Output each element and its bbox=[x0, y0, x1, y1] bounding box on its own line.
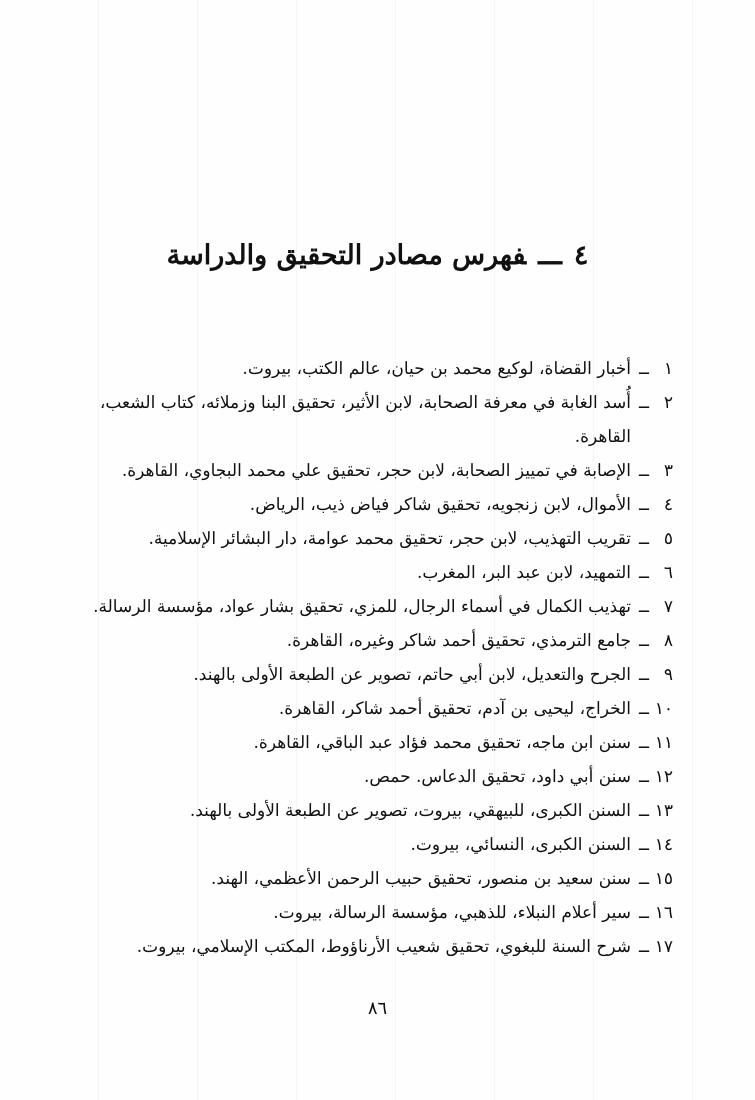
references-list bbox=[73, 352, 673, 964]
entry-dash: ــ bbox=[639, 801, 649, 821]
section-heading bbox=[0, 240, 755, 271]
entry-number: ٢ bbox=[663, 393, 673, 413]
list-item bbox=[73, 386, 673, 454]
entry-number: ٦ bbox=[663, 563, 673, 583]
list-item bbox=[73, 590, 673, 624]
list-item bbox=[73, 760, 673, 794]
entry-text: تقريب التهذيب، لابن حجر، تحقيق محمد عوامة، دار البشائر الإسلامية. bbox=[148, 529, 632, 549]
entry-number: ٣ bbox=[663, 461, 673, 481]
entry-dash: ــ bbox=[639, 563, 649, 583]
entry-text: أخبار القضاة، لوكيع محمد بن حيان، عالم الكتب، بيروت. bbox=[242, 359, 632, 379]
list-item bbox=[73, 692, 673, 726]
entry-dash: ــ bbox=[639, 529, 649, 549]
entry-text: سير أعلام النبلاء، للذهبي، مؤسسة الرسالة، بيروت. bbox=[273, 903, 632, 923]
entry-text: شرح السنة للبغوي، تحقيق شعيب الأرناؤوط، المكتب الإسلامي، بيروت. bbox=[136, 937, 632, 957]
entry-text: الأموال، لابن زنجويه، تحقيق شاكر فياض ذيب، الرياض. bbox=[249, 495, 632, 515]
entry-dash: ــ bbox=[639, 495, 649, 515]
entry-number: ١٤ bbox=[654, 835, 673, 855]
section-dash: ـــ bbox=[538, 240, 562, 271]
entry-text: الجرح والتعديل، لابن أبي حاتم، تصوير عن الطبعة الأولى بالهند. bbox=[193, 665, 632, 685]
entry-dash: ــ bbox=[639, 869, 649, 889]
entry-number: ٨ bbox=[663, 631, 673, 651]
entry-dash: ــ bbox=[639, 733, 649, 753]
list-item bbox=[73, 862, 673, 896]
entry-text: جامع الترمذي، تحقيق أحمد شاكر وغيره، القاهرة. bbox=[286, 631, 632, 651]
entry-dash: ــ bbox=[639, 903, 649, 923]
entry-text: سنن ابن ماجه، تحقيق محمد فؤاد عبد الباقي، القاهرة. bbox=[253, 733, 632, 753]
entry-text: السنن الكبرى، النسائي، بيروت. bbox=[410, 835, 632, 855]
entry-number: ١٦ bbox=[654, 903, 673, 923]
entry-dash: ــ bbox=[639, 393, 649, 413]
entry-number: ١ bbox=[663, 359, 673, 379]
list-item bbox=[73, 896, 673, 930]
entry-number: ٩ bbox=[663, 665, 673, 685]
list-item bbox=[73, 794, 673, 828]
entry-text: الإصابة في تمييز الصحابة، لابن حجر، تحقيق علي محمد البجاوي، القاهرة. bbox=[121, 461, 632, 481]
list-item bbox=[73, 726, 673, 760]
list-item bbox=[73, 624, 673, 658]
entry-number: ١١ bbox=[654, 733, 673, 753]
section-number: ٤ bbox=[573, 240, 589, 271]
entry-dash: ــ bbox=[639, 767, 649, 787]
list-item bbox=[73, 658, 673, 692]
entry-dash: ــ bbox=[639, 937, 649, 957]
entry-dash: ــ bbox=[639, 359, 649, 379]
list-item bbox=[73, 522, 673, 556]
entry-text: سنن سعيد بن منصور، تحقيق حبيب الرحمن الأعظمي، الهند. bbox=[211, 869, 632, 889]
list-item bbox=[73, 556, 673, 590]
entry-dash: ــ bbox=[639, 597, 649, 617]
entry-dash: ــ bbox=[639, 631, 649, 651]
entry-text: التمهيد، لابن عبد البر، المغرب. bbox=[416, 563, 632, 583]
entry-dash: ــ bbox=[639, 835, 649, 855]
entry-text: السنن الكبرى، للبيهقي، بيروت، تصوير عن الطبعة الأولى بالهند. bbox=[189, 801, 632, 821]
section-title: فهرس مصادر التحقيق والدراسة bbox=[166, 240, 527, 271]
entry-text: أُسد الغابة في معرفة الصحابة، لابن الأثير، تحقيق البنا وزملائه، كتاب الشعب، القاهرة. bbox=[99, 393, 632, 447]
entry-number: ١٣ bbox=[654, 801, 673, 821]
entry-number: ٧ bbox=[663, 597, 673, 617]
entry-number: ٤ bbox=[663, 495, 673, 515]
entry-dash: ــ bbox=[639, 699, 649, 719]
entry-number: ١٧ bbox=[654, 937, 673, 957]
page-number: ٨٦ bbox=[367, 998, 388, 1019]
list-item bbox=[73, 488, 673, 522]
entry-text: سنن أبي داود، تحقيق الدعاس. حمص. bbox=[364, 767, 632, 787]
entry-dash: ــ bbox=[639, 665, 649, 685]
entry-number: ١٠ bbox=[654, 699, 673, 719]
list-item bbox=[73, 454, 673, 488]
entry-dash: ــ bbox=[639, 461, 649, 481]
entry-number: ١٢ bbox=[654, 767, 673, 787]
entry-text: تهذيب الكمال في أسماء الرجال، للمزي، تحقيق بشار عواد، مؤسسة الرسالة. bbox=[93, 597, 632, 617]
entry-text: الخراج، ليحيى بن آدم، تحقيق أحمد شاكر، القاهرة. bbox=[278, 699, 632, 719]
entry-number: ١٥ bbox=[654, 869, 673, 889]
entry-number: ٥ bbox=[663, 529, 673, 549]
list-item bbox=[73, 828, 673, 862]
list-item bbox=[73, 352, 673, 386]
list-item bbox=[73, 930, 673, 964]
